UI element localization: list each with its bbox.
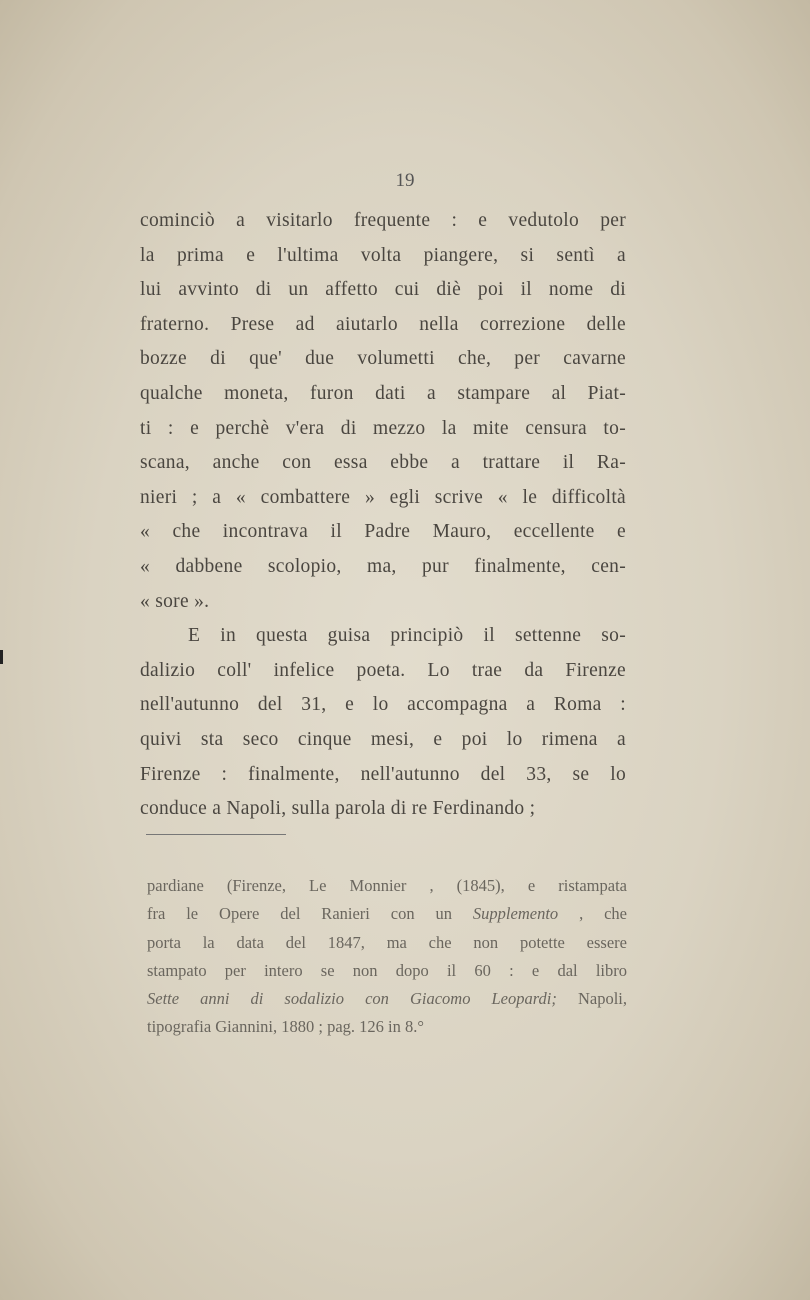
footnote-text: Napoli,: [556, 989, 627, 1009]
footnote-line: porta la data del 1847, ma che non potette essere: [147, 932, 627, 952]
page-number: 19: [395, 170, 415, 191]
footnote: [147, 872, 627, 1042]
text-line: qualche moneta, furon dati a stampare al Piat-: [140, 382, 626, 404]
footnote-text: , che: [558, 904, 627, 924]
text-line: conduce a Napoli, sulla parola di re Ferdinando ;: [140, 798, 536, 820]
text-line: nieri ; a « combattere » egli scrive « le difficoltà: [140, 486, 626, 508]
text-line: bozze di que' due volumetti che, per cavarne: [140, 348, 626, 370]
footnote-text: fra le Opere del Ranieri con un: [147, 904, 473, 924]
text-line: scana, anche con essa ebbe a trattare il Ra-: [140, 452, 626, 474]
text-line: quivi sta seco cinque mesi, e poi lo rimena a: [140, 728, 626, 750]
footnote-separator: [146, 834, 286, 835]
footnote-line: tipografia Giannini, 1880 ; pag. 126 in 8.°: [147, 1017, 424, 1037]
text-line: la prima e l'ultima volta piangere, si sentì a: [140, 244, 626, 266]
text-line: ti : e perchè v'era di mezzo la mite censura to-: [140, 417, 626, 439]
text-line: « sore ».: [140, 590, 210, 612]
text-line: Firenze : finalmente, nell'autunno del 33, se lo: [140, 763, 626, 785]
footnote-title-italic: Sette anni di sodalizio con Giacomo Leopardi;: [147, 989, 557, 1009]
text-line: lui avvinto di un affetto cui diè poi il nome di: [140, 279, 626, 301]
page-edge-mark: [0, 650, 3, 664]
text-line: « dabbene scolopio, ma, pur finalmente, cen-: [140, 555, 626, 577]
text-line: nell'autunno del 31, e lo accompagna a Roma :: [140, 694, 626, 716]
footnote-title-italic: Supplemento: [472, 904, 559, 924]
footnote-line: [147, 985, 627, 1013]
main-text: [140, 204, 626, 827]
footnote-line: stampato per intero se non dopo il 60 : e dal libro: [147, 960, 627, 980]
text-line: dalizio coll' infelice poeta. Lo trae da Firenze: [140, 659, 626, 681]
text-line: cominciò a visitarlo frequente : e vedutolo per: [140, 210, 626, 231]
footnote-line: [147, 900, 627, 928]
footnote-line: pardiane (Firenze, Le Monnier , (1845), e ristampata: [147, 876, 627, 895]
text-line: « che incontrava il Padre Mauro, eccellente e: [140, 521, 626, 543]
text-line: E in questa guisa principiò il settenne so-: [188, 625, 626, 647]
text-line: fraterno. Prese ad aiutarlo nella correzione delle: [140, 313, 626, 335]
